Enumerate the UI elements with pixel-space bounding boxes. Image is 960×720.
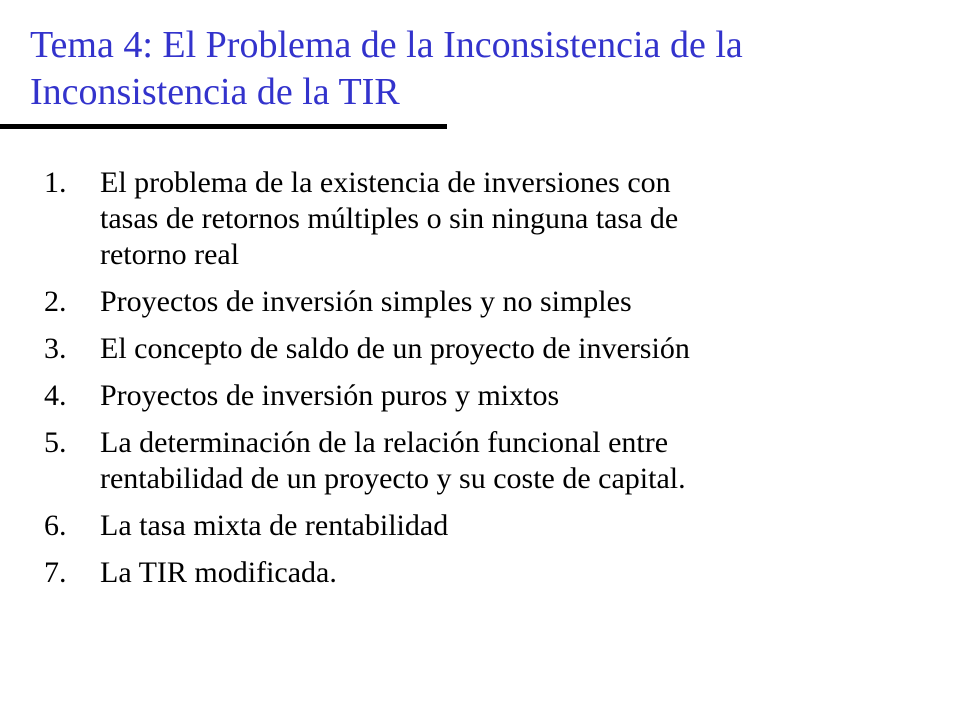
list-item (44, 378, 864, 414)
item-number: 1. (44, 166, 67, 199)
agenda-list (44, 165, 864, 602)
item-number: 2. (44, 285, 67, 318)
item-text: El concepto de saldo de un proyecto de inversión (100, 332, 690, 365)
title-line-1: Tema 4: El Problema de la Inconsistencia de la (30, 24, 743, 66)
item-text-line: La determinación de la relación funcional entre (100, 426, 669, 459)
item-text-line: rentabilidad de un proyecto y su coste de capital. (100, 462, 686, 495)
list-item (44, 284, 864, 320)
item-number: 3. (44, 332, 67, 365)
list-item (44, 555, 864, 591)
list-item (44, 508, 864, 544)
item-text (100, 425, 864, 497)
item-text-line: retorno real (100, 238, 240, 271)
item-number: 5. (44, 426, 67, 459)
item-number: 7. (44, 556, 67, 589)
item-number: 6. (44, 509, 67, 542)
item-text-line: tasas de retornos múltiples o sin ninguna tasa de (100, 202, 679, 235)
title-line-2: Inconsistencia de la TIR (30, 71, 400, 113)
item-text-line: El problema de la existencia de inversiones con (100, 166, 671, 199)
item-text: La TIR modificada. (100, 556, 337, 589)
list-item (44, 331, 864, 367)
item-text (100, 165, 864, 273)
slide-title (30, 22, 930, 116)
item-text: Proyectos de inversión puros y mixtos (100, 379, 560, 412)
item-text: La tasa mixta de rentabilidad (100, 509, 449, 542)
title-underline (0, 124, 447, 129)
list-item (44, 425, 864, 497)
list-item (44, 165, 864, 273)
item-text: Proyectos de inversión simples y no simples (100, 285, 632, 318)
item-number: 4. (44, 379, 67, 412)
